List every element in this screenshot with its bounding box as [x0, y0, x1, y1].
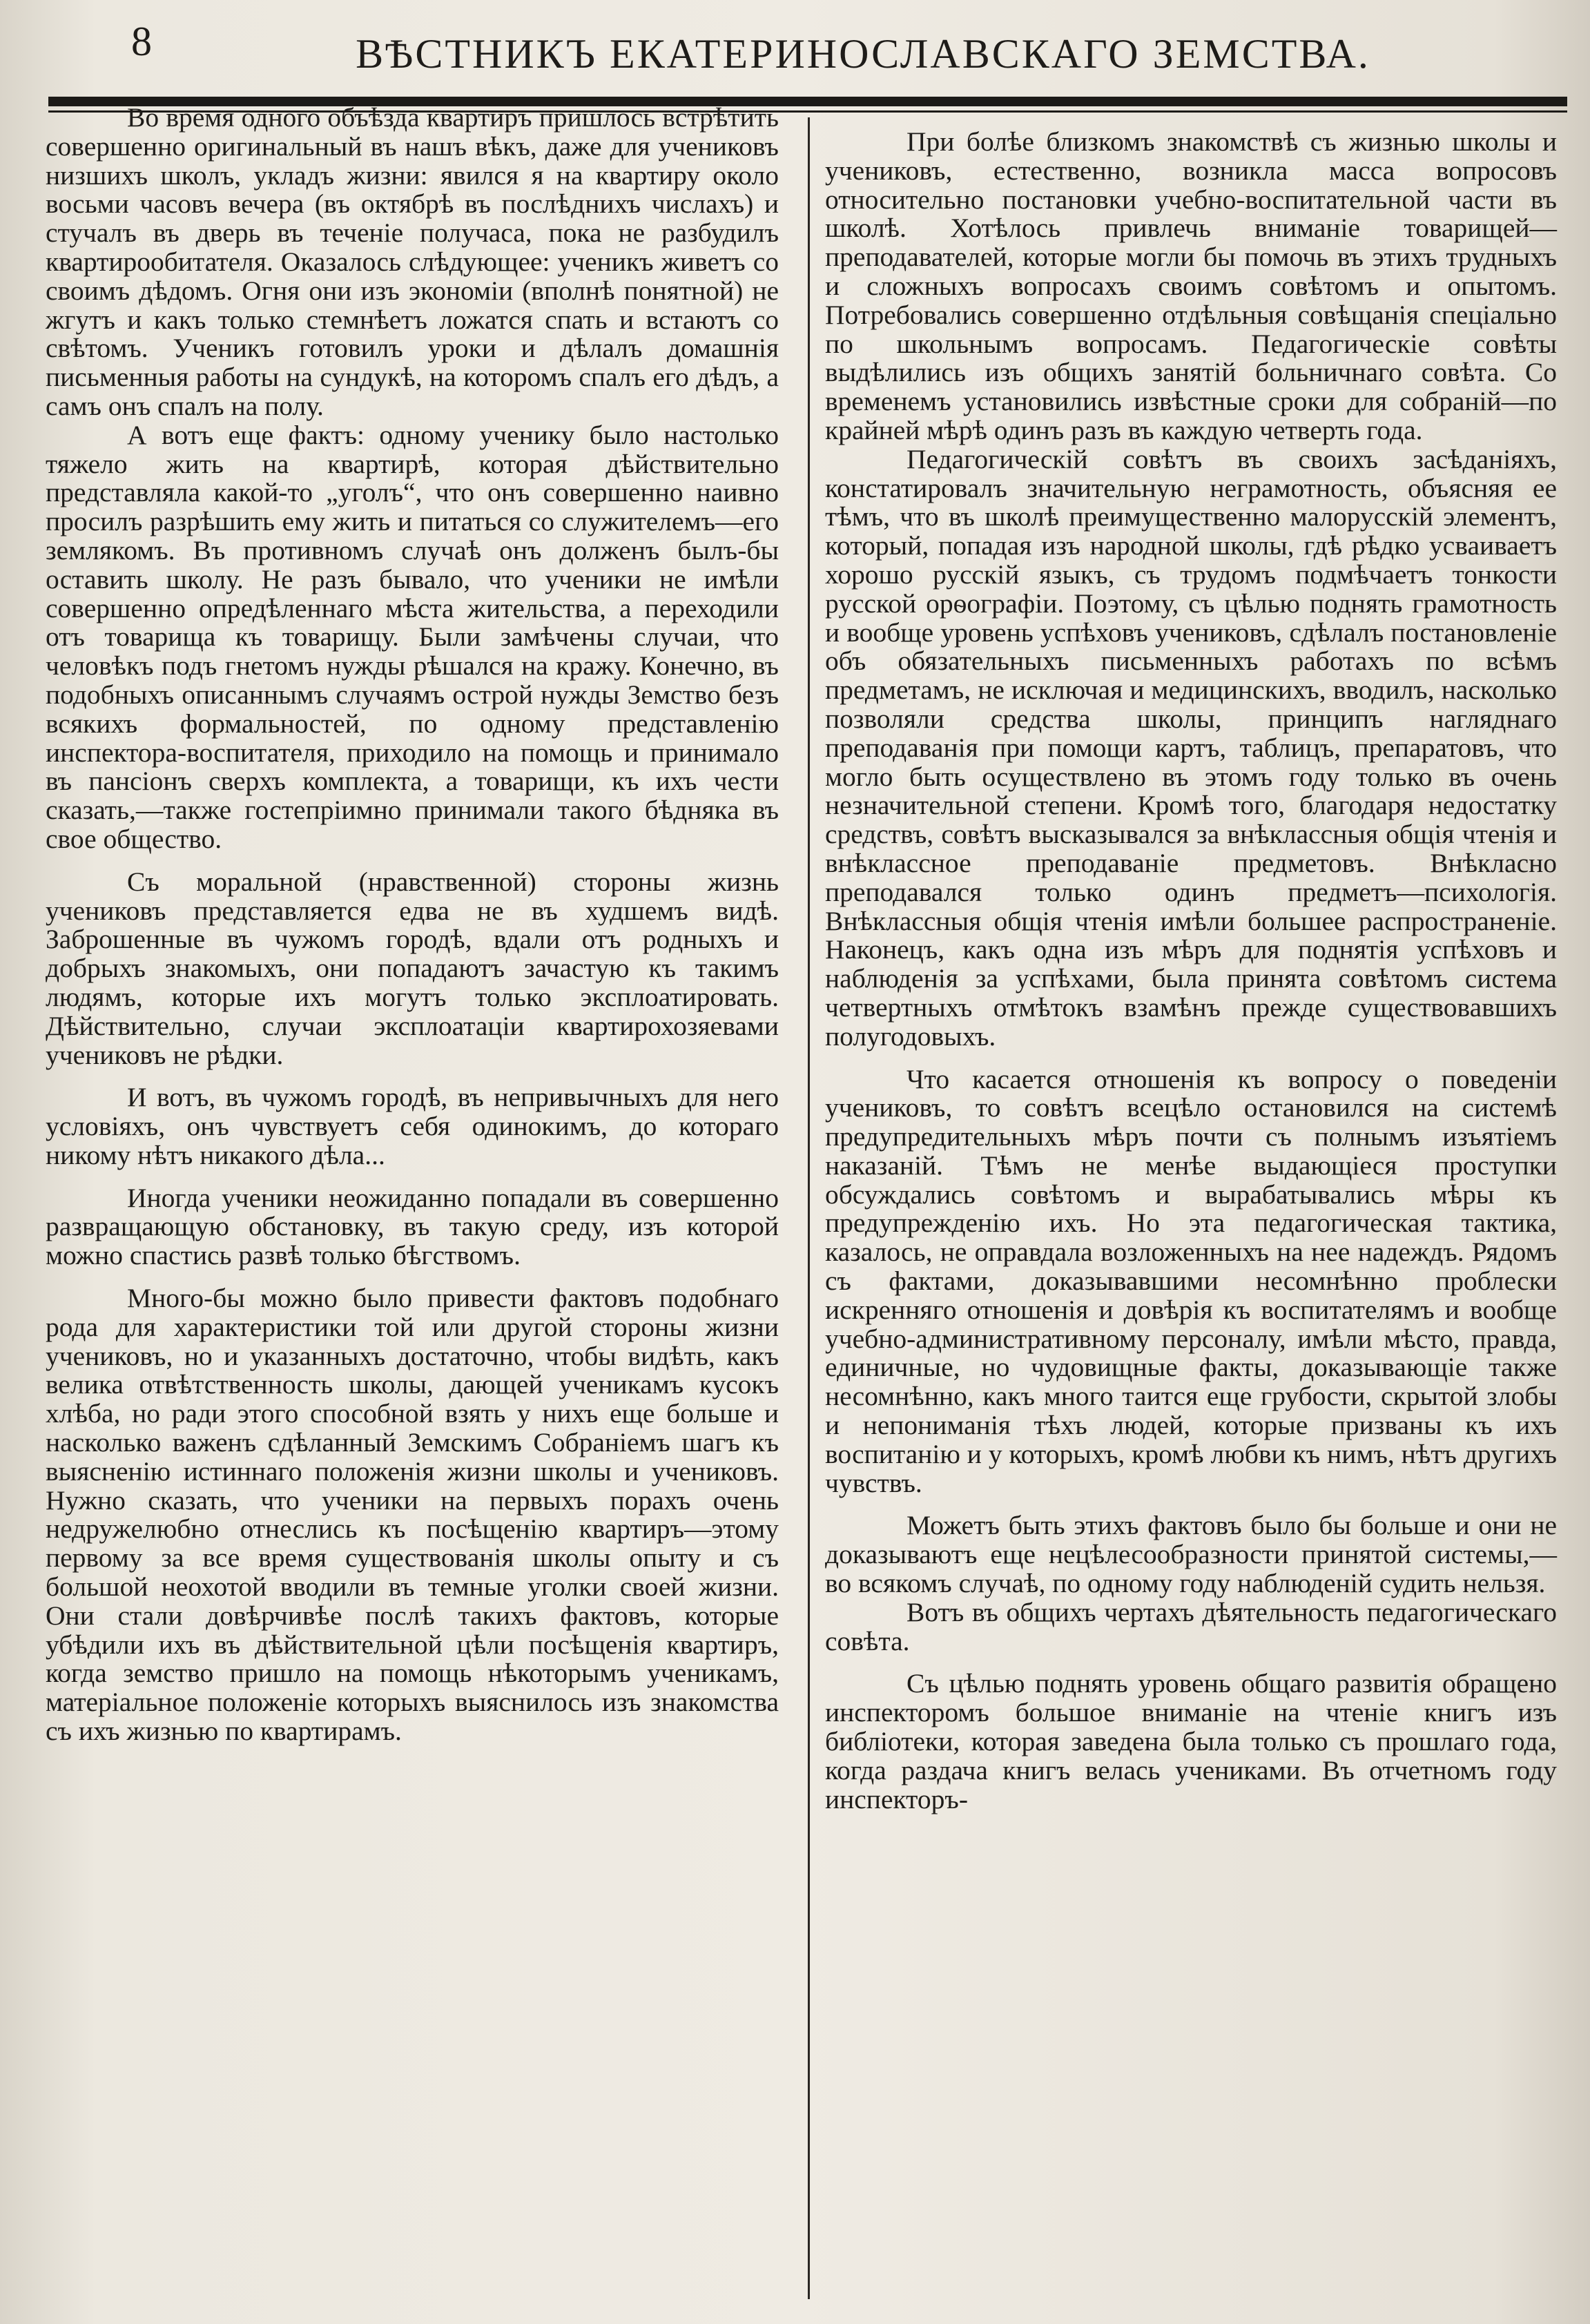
paragraph: Иногда ученики неожиданно попадали въ совершенно развращающую обстановку, въ такую среду, изъ которой можно спастись развѣ только бѣгствомъ. — [46, 1182, 779, 1271]
paragraph: Вотъ въ общихъ чертахъ дѣятельность педагогическаго совѣта. — [825, 1596, 1557, 1656]
left-column — [46, 104, 779, 1746]
paragraph: А вотъ еще фактъ: одному ученику было настолько тяжело жить на квартирѣ, которая дѣйствительно представляла какой-то „уголъ“, что онъ совершенно наивно просилъ разрѣшить ему жить и питаться со служителемъ—его землякомъ. Въ противномъ случаѣ онъ долженъ былъ-бы оставить школу. Не разъ бывало, что ученики не имѣли совершенно опредѣленнаго мѣста жительства, а переходили отъ товарища къ товарищу. Были замѣчены случаи, что человѣкъ подъ гнетомъ нужды рѣшался на кражу. Конечно, въ подобныхъ описаннымъ случаямъ острой нужды Земство безъ всякихъ формальностей, по одному представленію инспектора-воспитателя, приходило на помощь и принимало въ пансіонъ сверхъ комплекта, а товарищи, къ ихъ чести сказать,—также гостепріимно принимали такого бѣдняка въ свое общество. — [46, 419, 779, 854]
journal-title: ВѢСТНИКЪ ЕКАТЕРИНОСЛАВСКАГО ЗЕМСТВА. — [356, 31, 1370, 77]
page-number: 8 — [131, 19, 152, 64]
paragraph: Много-бы можно было привести фактовъ подобнаго рода для характеристики той или другой стороны жизни учениковъ, но и указанныхъ достаточно, чтобы видѣть, какъ велика отвѣтственность школы, дающей ученикамъ кусокъ хлѣба, но ради этого способной взять у нихъ еще больше и насколько важенъ сдѣланный Земскимъ Собраніемъ шагъ къ выясненію истиннаго положенія жизни школы и учениковъ. Нужно сказать, что ученики на первыхъ порахъ очень недружелюбно отнеслись къ посѣщенію квартиръ—этому первому за все время существованія школы опыту и съ большой неохотой вводили въ темные уголки своей жизни. Они стали довѣрчивѣе послѣ такихъ фактовъ, которые убѣдили ихъ въ дѣйствительной цѣли посѣщенія квартиръ, когда земство пришло на помощь нѣкоторымъ ученикамъ, матеріальное положеніе которыхъ выяснилось изъ знакомства съ ихъ жизнью по квартирамъ. — [46, 1283, 779, 1747]
paragraph: Педагогическій совѣтъ въ своихъ засѣданіяхъ, констатировалъ значительную неграмотность, объясняя ее тѣмъ, что въ школѣ преимущественно малорусскій элементъ, который, попадая изъ народной школы, гдѣ рѣдко усваиваетъ хорошо русскій языкъ, съ трудомъ подмѣчаетъ тонкости русской орѳографіи. Поэтому, съ цѣлью поднять грамотность и вообще уровень успѣховъ учениковъ, сдѣлалъ постановленіе объ обязательныхъ письменныхъ работахъ по всѣмъ предметамъ, не исключая и медицинскихъ, вводилъ, насколько позволяли средства школы, принципъ нагляднаго преподаванія при помощи картъ, таблицъ, препаратовъ, что могло быть осуществлено въ этомъ году только въ очень незначительной степени. Кромѣ того, благодаря недостатку средствъ, совѣтъ высказывался за внѣклассныя общія чтенія и внѣклассное преподаваніе предметовъ. Внѣкласно преподавался только одинъ предметъ—психологія. Внѣклассныя общія чтенія имѣли большее распространеніе. Наконецъ, какъ одна изъ мѣръ для поднятія успѣховъ и наблюденія за успѣхами, была принята совѣтомъ система четвертныхъ отмѣтокъ взамѣнъ прежде существовавшихъ полугодовыхъ. — [825, 443, 1557, 1052]
paragraph: Что касается отношенія къ вопросу о поведеніи учениковъ, то совѣтъ всецѣло остановился на системѣ предупредительныхъ мѣръ почти съ полнымъ изъятіемъ наказаній. Тѣмъ не менѣе выдающіеся проступки обсуждались совѣтомъ и вырабатывались мѣры къ предупрежденію ихъ. Но эта педагогическая тактика, казалось, не оправдала возложенныхъ на нее надеждъ. Рядомъ съ фактами, доказывавшими несомнѣнно проблески искренняго отношенія и довѣрія къ воспитателямъ и вообще учебно-административному персоналу, имѣли мѣсто, правда, единичные, но чудовищные факты, доказывающіе также несомнѣнно, какъ много таится еще грубости, скрытой злобы и непониманія тѣхъ людей, которые призваны къ ихъ воспитанію и у которыхъ, кромѣ любви къ нимъ, нѣтъ другихъ чувствъ. — [825, 1063, 1557, 1498]
right-column — [825, 128, 1557, 1814]
paragraph: Можетъ быть этихъ фактовъ было бы больше и они не доказываютъ еще нецѣлесообразности принятой системы,—во всякомъ случаѣ, по одному году наблюденій судить нельзя. — [825, 1510, 1557, 1599]
paragraph: При болѣе близкомъ знакомствѣ съ жизнью школы и учениковъ, естественно, возникла масса вопросовъ относительно постановки учебно-воспитательной части въ школѣ. Хотѣлось привлечь вниманіе товарищей—преподавателей, которые могли бы помочь въ этихъ трудныхъ и сложныхъ вопросахъ своимъ совѣтомъ и опытомъ. Потребовались совершенно отдѣльныя совѣщанія спеціально по школьнымъ вопросамъ. Педагогическіе совѣты выдѣлились изъ общихъ занятій больничнаго совѣта. Со временемъ установились извѣстные сроки для собраній—по крайней мѣрѣ одинъ разъ въ каждую четверть года. — [825, 126, 1557, 445]
paragraph: Съ цѣлью поднять уровень общаго развитія обращено инспекторомъ большое вниманіе на чтеніе книгъ изъ библіотеки, которая заведена была только съ прошлаго года, когда раздача книгъ велась учениками. Въ отчетномъ году инспекторъ- — [825, 1668, 1557, 1814]
page-header — [41, 12, 1560, 95]
paragraph: Во время одного объѣзда квартиръ пришлось встрѣтить совершенно оригинальный въ нашъ вѣкъ, даже для учениковъ низшихъ школъ, укладъ жизни: явился я на квартиру около восьми часовъ вечера (въ октябрѣ въ послѣднихъ числахъ) и стучалъ въ дверь въ теченіе получаса, пока не разбудилъ квартирообитателя. Оказалось слѣдующее: ученикъ живетъ со своимъ дѣдомъ. Огня они изъ экономіи (вполнѣ понятной) не жгутъ и какъ только стемнѣетъ ложатся спать и встаютъ со свѣтомъ. Ученикъ готовилъ уроки и дѣлалъ домашнія письменныя работы на сундукѣ, на которомъ спалъ его дѣдъ, а самъ онъ спалъ на полу. — [46, 102, 779, 421]
paragraph: И вотъ, въ чужомъ городѣ, въ непривычныхъ для него условіяхъ, онъ чувствуетъ себя одинокимъ, до котораго никому нѣтъ никакого дѣла... — [46, 1082, 779, 1170]
column-divider — [808, 117, 810, 2299]
paragraph: Съ моральной (нравственной) стороны жизнь учениковъ представляется едва не въ худшемъ видѣ. Заброшенные въ чужомъ городѣ, вдали отъ родныхъ и добрыхъ знакомыхъ, они попадаютъ зачастую къ такимъ людямъ, которые ихъ могутъ только эксплоатировать. Дѣйствительно, случаи эксплоатаціи квартирохозяевами учениковъ не рѣдки. — [46, 866, 779, 1070]
